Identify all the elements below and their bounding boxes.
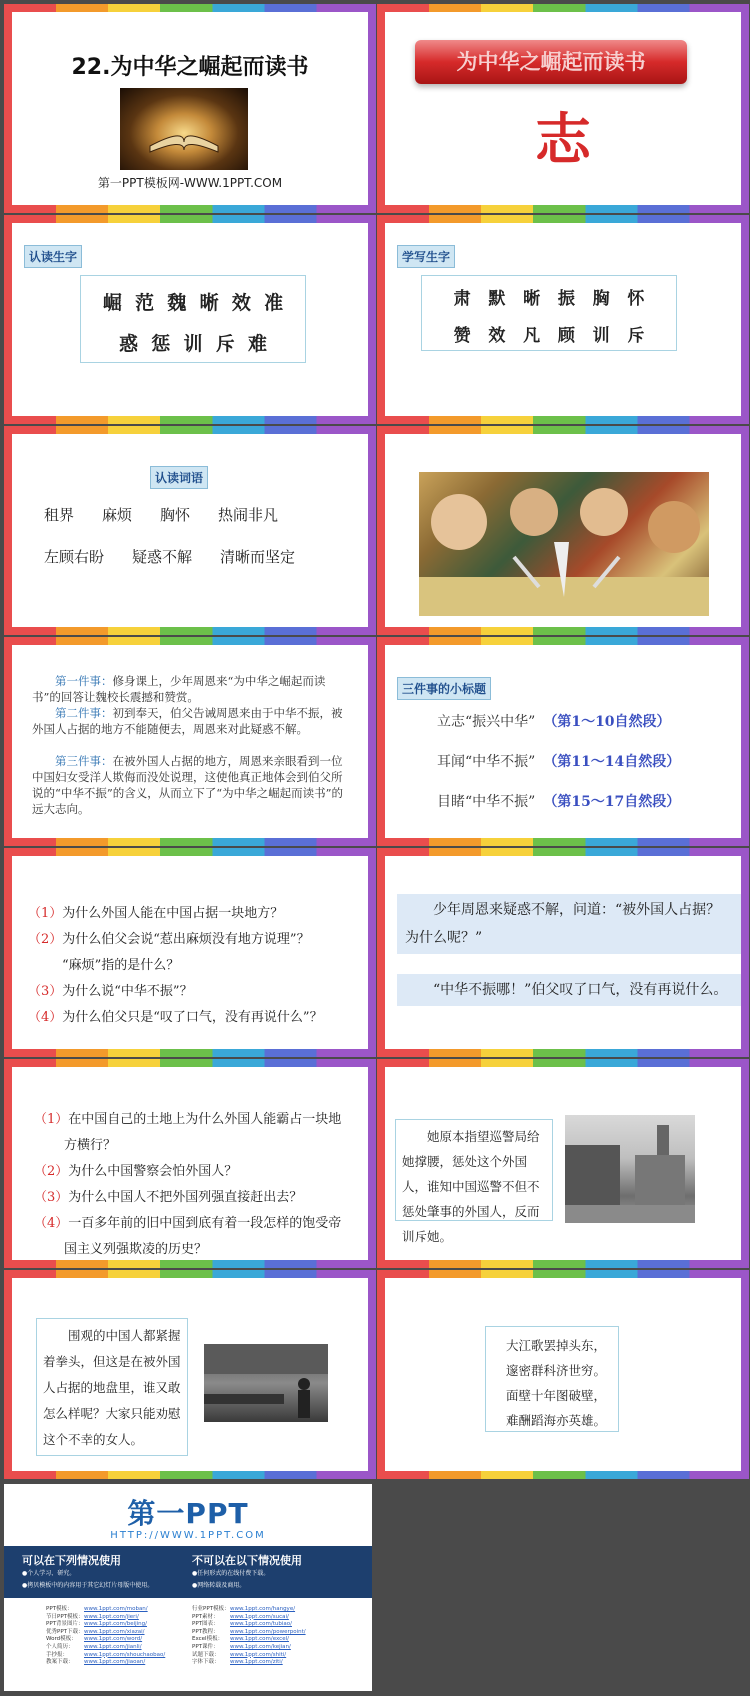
slide-zhi[interactable] [377,4,749,213]
can-use-item: ●拷贝模板中的内容用于其它幻灯片母版中使用。 [22,1582,154,1589]
link-label: 字体下载： [192,1659,220,1666]
question: （3）为什么说“中华不振”？ [28,984,193,999]
paragraph-range: （第1～10自然段） [543,714,671,730]
text-box: 她原本指望巡警局给她撑腰，惩处这个外国人，谁知中国巡警不但不惩处肇事的外国人，反而训斥她。 [395,1119,553,1221]
link-url[interactable]: www.1ppt.com/jiaoan/ [84,1659,146,1666]
old-street-photo [565,1115,695,1223]
link-row [46,1621,165,1629]
section-tag: 学写生字 [397,245,455,268]
slide-write-chars[interactable] [377,215,749,424]
quote-box-1: 少年周恩来疑惑不解，问道：“被外国人占据？为什么呢？” [397,894,741,954]
link-label: PPT教程： [192,1628,219,1635]
link-label: 教案下载： [46,1659,74,1666]
words-row-1 [44,504,278,525]
link-url[interactable]: www.1ppt.com/shouchaobao/ [84,1651,166,1658]
chars-row-2: 赞 效 凡 顾 训 斥 [453,326,645,346]
link-row [192,1621,306,1629]
political-cartoon-image [419,472,709,616]
slide-body [12,434,368,627]
slide-body [385,1067,741,1260]
link-label: PPT模板： [46,1606,73,1612]
slide-body [12,645,368,838]
poem-line: 邃密群科济世穷。 [506,1363,607,1378]
event-1 [32,673,348,705]
question: （2）为什么伯父会说“惹出麻烦没有地方说理”？ [28,932,310,947]
poem-box [485,1326,619,1432]
title-banner [415,40,687,84]
links-right [192,1606,306,1667]
link-label: 试题下载： [192,1651,220,1658]
word: 清晰而坚定 [220,548,296,566]
slide-words[interactable] [4,426,376,635]
link-row [192,1644,306,1652]
slide-body [12,12,368,205]
slide-ad[interactable] [4,1484,372,1691]
section-tag: 认读生字 [24,245,82,268]
cannot-use-heading: 不可以在以下情况使用 [192,1554,302,1567]
links-left [46,1606,165,1667]
slide-subtitles[interactable] [377,637,749,846]
slide-body [12,223,368,416]
subtitle-item [437,791,680,811]
link-row [192,1659,306,1667]
slide-crowd[interactable] [4,1270,376,1479]
link-label: 优秀PPT下载： [46,1628,84,1635]
slide-body [385,12,741,205]
section-tag: 三件事的小标题 [397,677,491,700]
subtitle-text: 耳闻“中华不振” [437,754,536,770]
link-url[interactable]: www.1ppt.com/ziti/ [230,1659,283,1666]
slide-questions-1[interactable] [4,848,376,1057]
link-url[interactable]: www.1ppt.com/sucai/ [230,1613,289,1620]
slide-body [385,856,741,1049]
link-row [46,1644,165,1652]
banner-text: 为中华之崛起而读书 [456,50,646,74]
slide-title-text: 22.为中华之崛起而读书 [71,55,309,80]
link-url[interactable]: www.1ppt.com/tubiao/ [230,1621,292,1628]
question: （1）在中国自己的土地上为什么外国人能霸占一块地方横行？ [34,1112,342,1153]
can-use-heading: 可以在下列情况使用 [22,1554,121,1567]
slide-police[interactable] [377,1059,749,1268]
subtitle-item [437,751,680,771]
link-label: PPT背景图片： [46,1621,84,1628]
cartoon-figures-icon [419,472,709,616]
link-url[interactable]: www.1ppt.com/jieri/ [84,1613,139,1620]
link-url[interactable]: www.1ppt.com/moban/ [84,1606,148,1612]
word: 麻烦 [102,506,133,524]
link-url[interactable]: www.1ppt.com/word/ [84,1636,143,1643]
subtitle-text: 立志“振兴中华” [437,714,536,730]
link-url[interactable]: www.1ppt.com/kejian/ [230,1643,291,1650]
word: 疑惑不解 [132,548,193,566]
crowd-photo [204,1344,328,1422]
usage-panel [4,1546,372,1598]
link-url[interactable]: www.1ppt.com/beijing/ [84,1621,148,1628]
book-image [120,88,248,170]
question: （4）一百多年前的旧中国到底有着一段怎样的饱受帝国主义列强欺凌的历史？ [34,1216,342,1257]
event-2-label: 第二件事： [55,706,113,720]
link-label: 行业PPT模板： [192,1606,230,1612]
chars-box [80,275,306,363]
slide-cartoon[interactable] [377,426,749,635]
poem-line: 大江歌罢掉头东， [506,1338,607,1353]
open-book-icon [120,88,248,170]
word: 热闹非凡 [218,506,279,524]
link-url[interactable]: www.1ppt.com/excel/ [230,1636,289,1643]
quote-box-2: “中华不振哪！”伯父叹了口气，没有再说什么。 [397,974,741,1006]
event-3-text: 在被外国人占据的地方，周恩来亲眼看到一位中国妇女受洋人欺侮而没处说理，这使他真正地体会到伯父所说的“中华不振”的含义，从而立下了“为中华之崛起而读书”的远大志向。 [32,754,344,816]
subtitle-item [437,711,671,731]
slide-poem[interactable] [377,1270,749,1479]
brand-url[interactable]: HTTP://WWW.1PPT.COM [110,1530,266,1541]
link-label: 手抄报： [46,1651,69,1658]
link-label: Excel模板： [192,1636,224,1643]
slide-body [12,1067,368,1260]
slide-body [385,1278,741,1471]
street-buildings-icon [565,1115,695,1223]
link-url[interactable]: www.1ppt.com/powerpoint/ [230,1628,306,1635]
crowd-street-icon [204,1344,328,1422]
slide-dialogue[interactable] [377,848,749,1057]
event-2-text: 初到奉天，伯父告诫周恩来由于中华不振，被外国人占据的地方不能随便去，周恩来对此疑惑不解。 [32,706,343,736]
link-row [46,1659,165,1667]
chars-row-2: 惑 惩 训 斥 难 [119,333,267,355]
link-label: Word模板： [46,1636,77,1643]
subtitle-text: 目睹“中华不振” [437,794,536,810]
event-3 [32,753,348,817]
word: 胸怀 [160,506,191,524]
link-row [192,1606,306,1614]
slide-three-events[interactable] [4,637,376,846]
slide-read-chars[interactable] [4,215,376,424]
link-url[interactable]: www.1ppt.com/shiti/ [230,1651,287,1658]
slide-body [385,434,741,627]
brand-logo: 第一PPT [127,1497,249,1530]
slide-body [385,645,741,838]
link-row [46,1636,165,1644]
text-box: 围观的中国人都紧握着拳头，但这是在被外国人占据的地盘里，谁又敢怎么样呢？大家只能劝慰这个不幸的女人。 [36,1318,188,1456]
slide-questions-2[interactable] [4,1059,376,1268]
slide-title[interactable] [4,4,376,213]
section-tag: 认读词语 [150,466,208,489]
chars-box [421,275,677,351]
cannot-use-item: ●任何形式的在线付费下载。 [192,1570,270,1577]
question: （4）为什么伯父只是“叹了口气，没有再说什么”？ [28,1010,323,1025]
link-label: 节日PPT模板： [46,1613,84,1620]
word: 租界 [44,506,75,524]
link-label: PPT图表： [192,1621,219,1628]
word: 左顾右盼 [44,548,105,566]
paragraph-range: （第15～17自然段） [543,794,681,810]
question: （3）为什么中国人不把外国列强直接赶出去？ [34,1190,303,1205]
event-1-label: 第一件事： [55,674,113,688]
event-1-text: 修身课上，少年周恩来“为中华之崛起而读书”的回答让魏校长震撼和赞赏。 [32,674,326,704]
link-row [46,1606,165,1614]
words-row-2 [44,546,295,567]
link-url[interactable]: www.1ppt.com/hangye/ [230,1606,296,1612]
chars-row-1: 肃 默 晰 振 胸 怀 [453,289,645,309]
empty-area [376,1484,750,1696]
link-label: PPT课件： [192,1643,219,1650]
question: “麻烦”指的是什么？ [62,958,180,973]
can-use-item: ●个人学习、研究。 [22,1570,76,1577]
link-label: 个人简历： [46,1643,74,1650]
poem-line: 面壁十年图破壁， [506,1388,607,1403]
slide-body [385,223,741,416]
big-character: 志 [535,107,591,173]
question: （2）为什么中国警察会怕外国人？ [34,1164,238,1179]
poem-line: 难酬蹈海亦英雄。 [506,1413,607,1428]
site-label: 第一PPT模板网-WWW.1PPT.COM [97,176,283,190]
link-label: PPT素材： [192,1613,219,1620]
paragraph-range: （第11～14自然段） [543,754,681,770]
event-3-label: 第三件事： [55,754,113,768]
link-url[interactable]: www.1ppt.com/jianli/ [84,1643,142,1650]
event-2 [32,705,348,737]
link-url[interactable]: www.1ppt.com/xiazai/ [84,1628,145,1635]
chars-row-1: 崛 范 魏 晰 效 准 [102,292,284,314]
cannot-use-item: ●网络转载及商用。 [192,1582,246,1589]
slide-body [12,1278,368,1471]
slide-body [12,856,368,1049]
link-row [192,1636,306,1644]
question: （1）为什么外国人能在中国占据一块地方？ [28,906,284,921]
